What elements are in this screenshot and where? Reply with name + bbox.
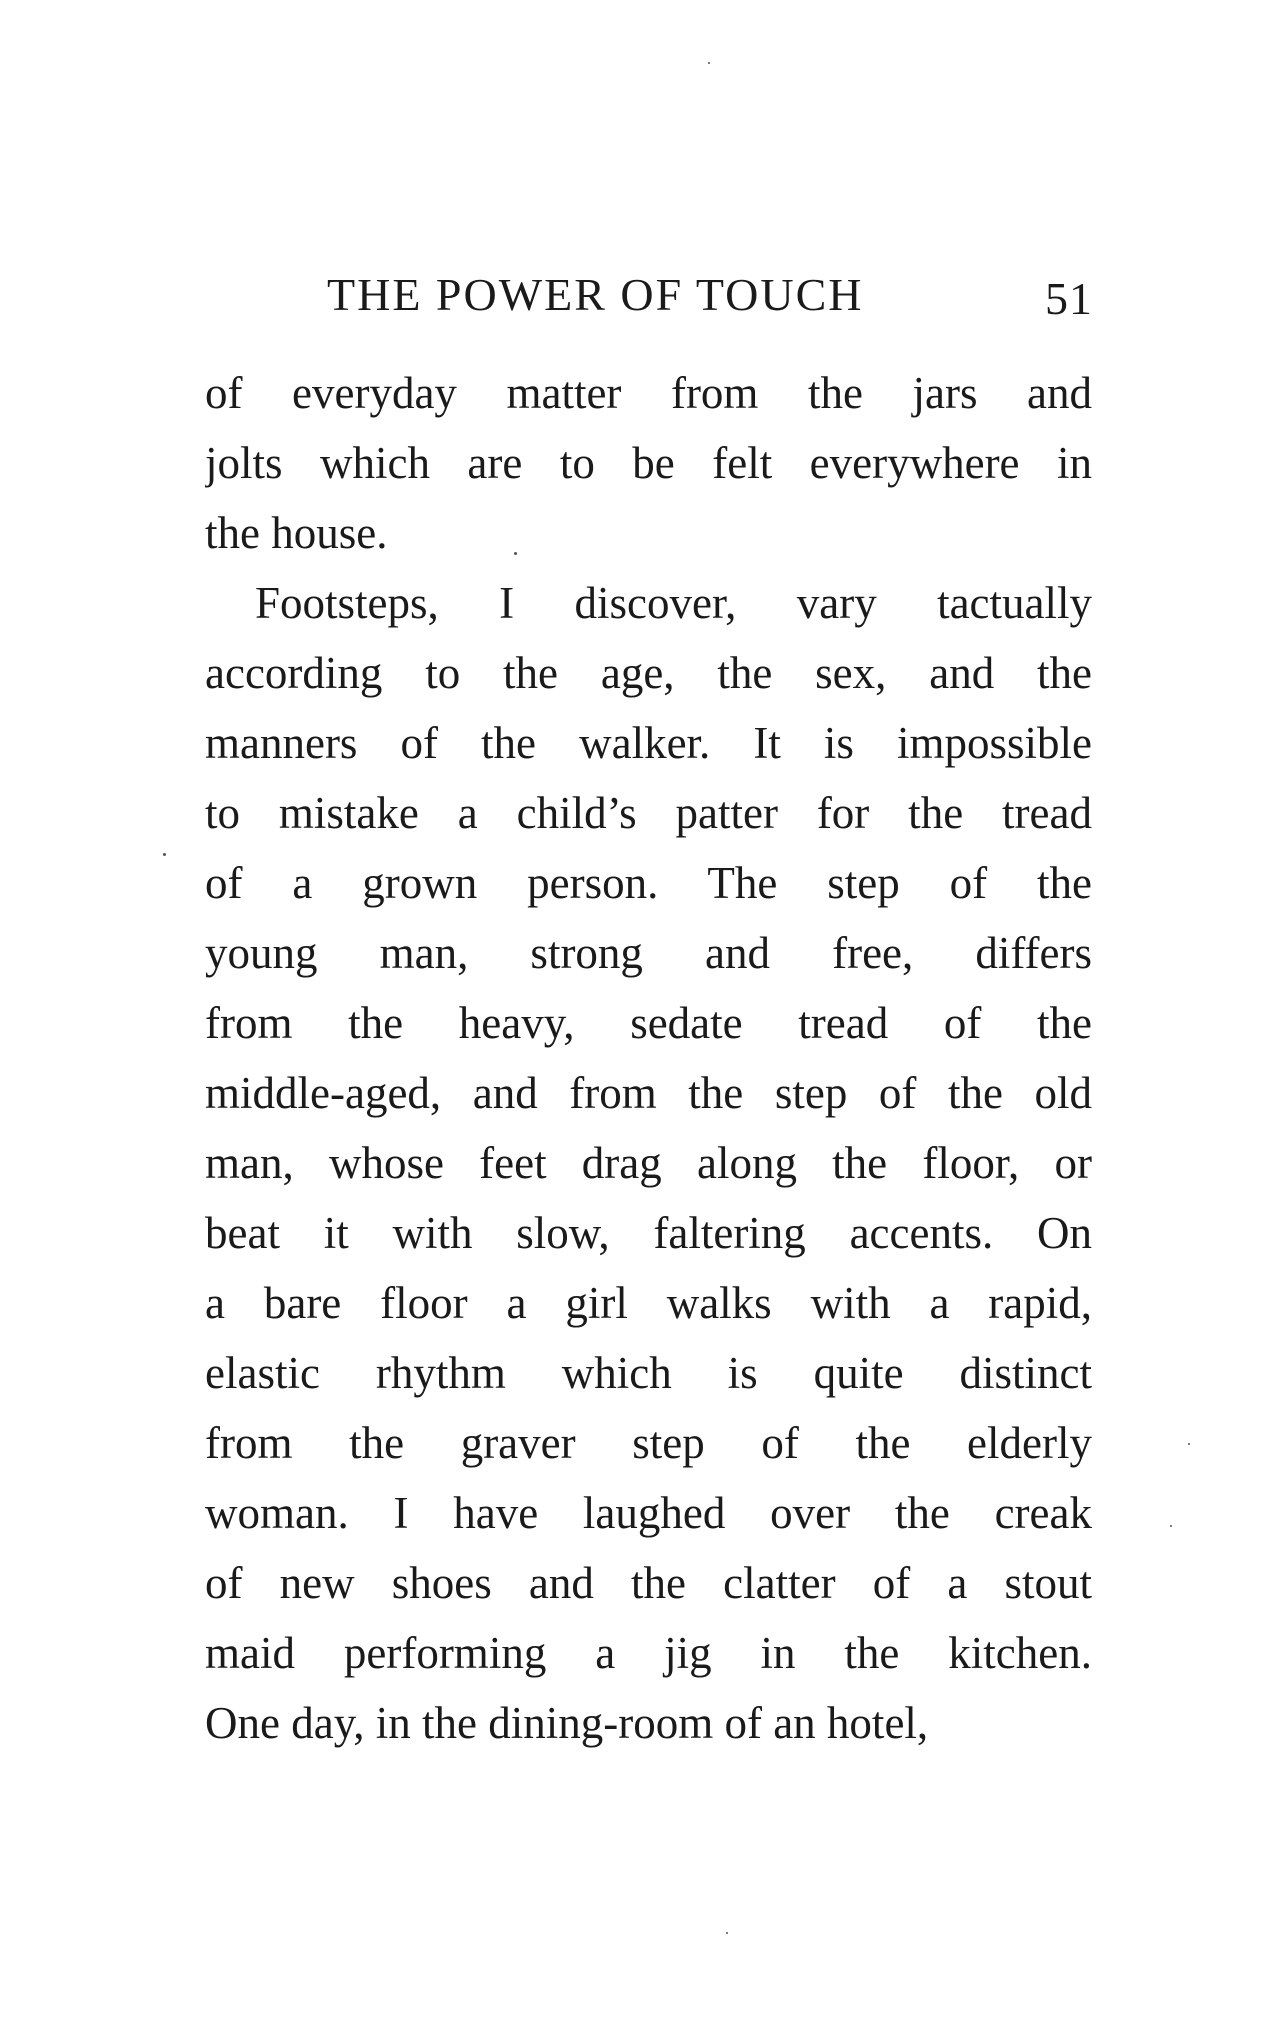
text-line: of a grown person. The step of the <box>205 858 1092 908</box>
paragraph <box>205 358 1092 568</box>
text-line: jolts which are to be felt everywhere in <box>205 438 1092 488</box>
text-line: of everyday matter from the jars and <box>205 368 1092 418</box>
running-head <box>200 268 1093 338</box>
text-line: to mistake a child’s patter for the tread <box>205 788 1092 838</box>
print-speck <box>1188 1443 1190 1445</box>
text-line: manners of the walker. It is impossible <box>205 718 1092 768</box>
text-line: of new shoes and the clatter of a stout <box>205 1558 1092 1608</box>
paragraph <box>205 568 1092 1758</box>
print-speck <box>726 1932 728 1934</box>
text-line: Footsteps, I discover, vary tactually <box>255 578 1092 628</box>
text-line: from the graver step of the elderly <box>205 1418 1092 1468</box>
text-line: beat it with slow, faltering accents. On <box>205 1208 1092 1258</box>
text-line: a bare floor a girl walks with a rapid, <box>205 1278 1092 1328</box>
text-line: man, whose feet drag along the floor, or <box>205 1138 1092 1188</box>
text-line: maid performing a jig in the kitchen. <box>205 1628 1092 1678</box>
text-line: the house. <box>205 508 388 558</box>
text-line: middle-aged, and from the step of the old <box>205 1068 1092 1118</box>
page-number: 51 <box>1045 273 1093 324</box>
print-speck <box>514 552 517 555</box>
text-line: woman. I have laughed over the creak <box>205 1488 1092 1538</box>
text-line: One day, in the dining-room of an hotel, <box>205 1698 929 1748</box>
print-speck <box>1170 1525 1172 1527</box>
text-line: elastic rhythm which is quite distinct <box>205 1348 1092 1398</box>
text-line: according to the age, the sex, and the <box>205 648 1092 698</box>
text-line: from the heavy, sedate tread of the <box>205 998 1092 1048</box>
text-line: young man, strong and free, differs <box>205 928 1092 978</box>
running-title: THE POWER OF TOUCH <box>327 269 864 320</box>
print-speck <box>163 853 166 856</box>
print-speck <box>708 62 710 64</box>
body-text <box>205 358 1092 1758</box>
